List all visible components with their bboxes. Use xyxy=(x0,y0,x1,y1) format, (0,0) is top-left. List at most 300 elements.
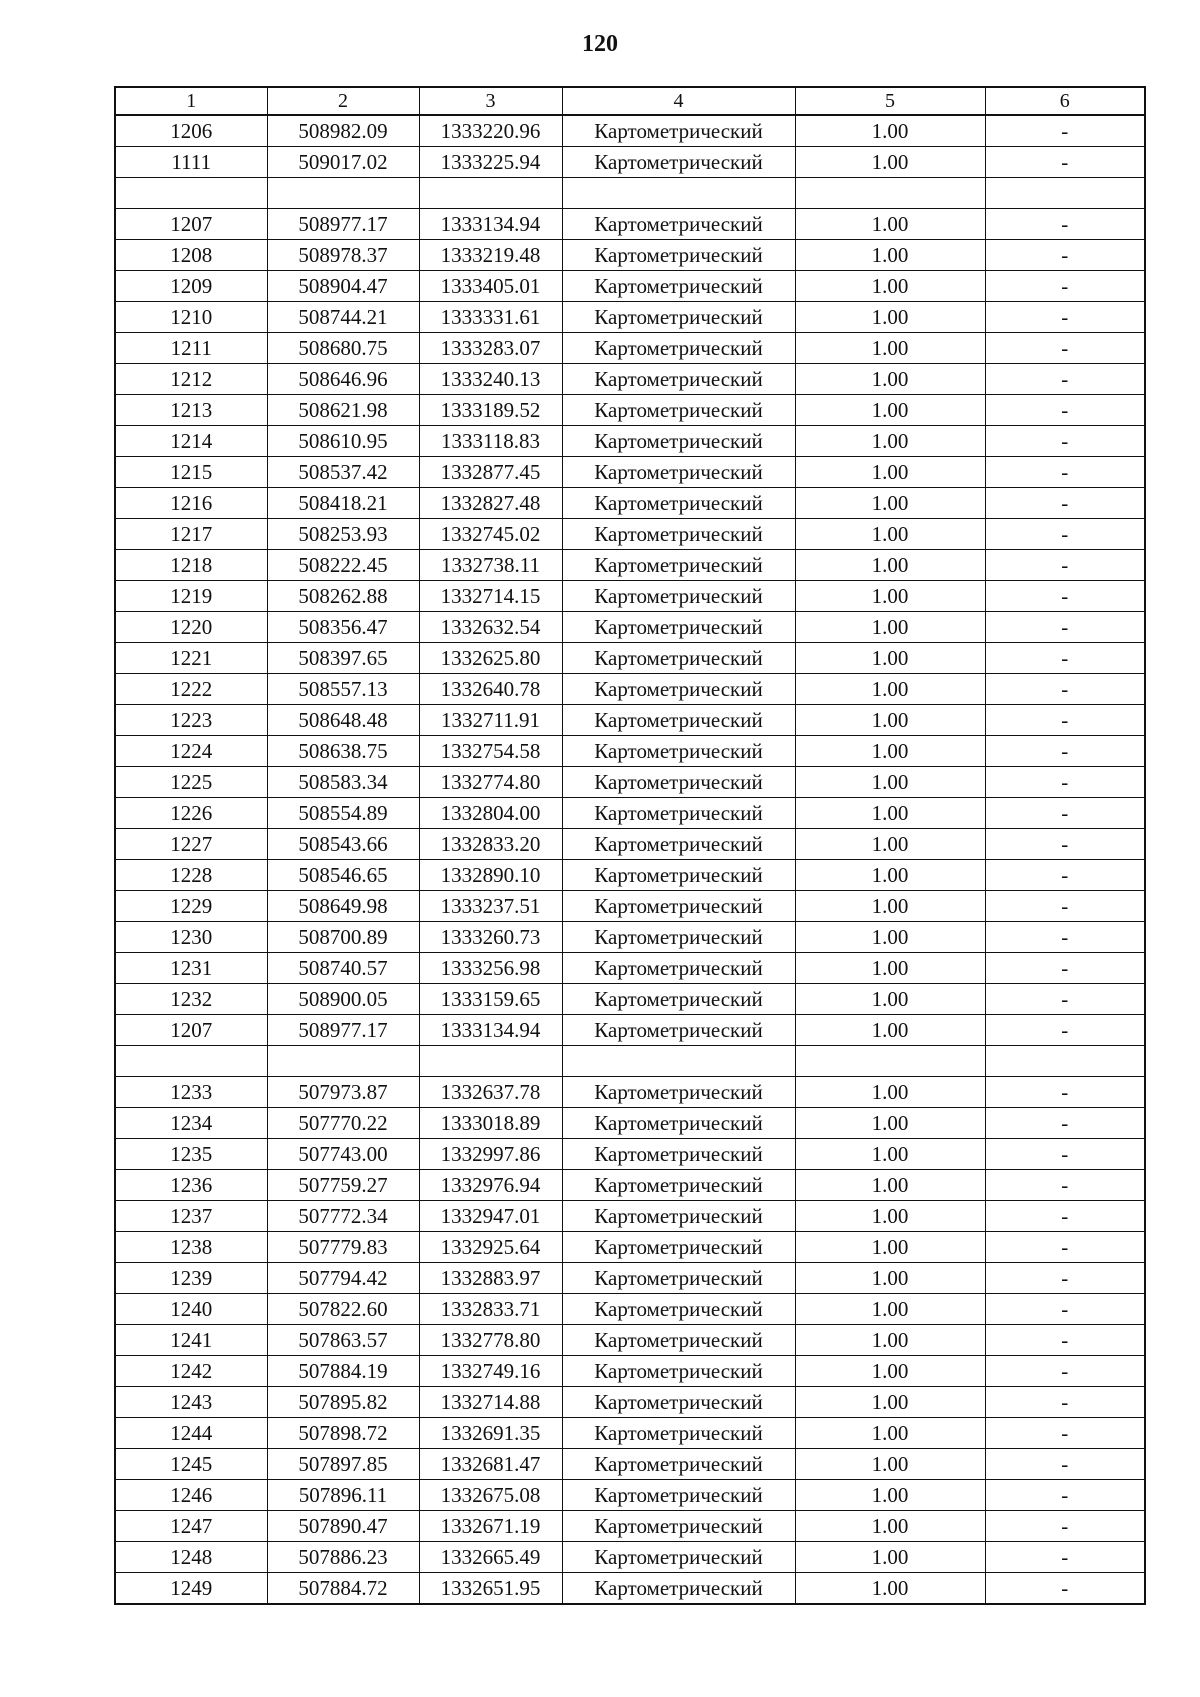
cell-accuracy: 1.00 xyxy=(795,1108,985,1139)
cell-method: Картометрический xyxy=(562,1077,795,1108)
cell-accuracy: 1.00 xyxy=(795,612,985,643)
column-header: 3 xyxy=(419,87,562,115)
cell-accuracy: 1.00 xyxy=(795,705,985,736)
cell-note: - xyxy=(985,333,1145,364)
cell-accuracy: 1.00 xyxy=(795,395,985,426)
cell-point-number: 1213 xyxy=(115,395,267,426)
cell-y-coordinate: 1332890.10 xyxy=(419,860,562,891)
table-row xyxy=(115,457,1145,488)
cell-method: Картометрический xyxy=(562,1542,795,1573)
cell-method: Картометрический xyxy=(562,581,795,612)
cell-x-coordinate: 508978.37 xyxy=(267,240,419,271)
cell-y-coordinate: 1333256.98 xyxy=(419,953,562,984)
cell-point-number: 1235 xyxy=(115,1139,267,1170)
table-row xyxy=(115,302,1145,333)
cell-y-coordinate: 1332749.16 xyxy=(419,1356,562,1387)
cell-x-coordinate: 508537.42 xyxy=(267,457,419,488)
cell-point-number: 1215 xyxy=(115,457,267,488)
cell-note: - xyxy=(985,488,1145,519)
cell-y-coordinate xyxy=(419,178,562,209)
cell-note: - xyxy=(985,736,1145,767)
cell-point-number: 1206 xyxy=(115,115,267,147)
cell-y-coordinate: 1333189.52 xyxy=(419,395,562,426)
cell-x-coordinate: 509017.02 xyxy=(267,147,419,178)
table-row xyxy=(115,395,1145,426)
cell-note: - xyxy=(985,767,1145,798)
cell-accuracy: 1.00 xyxy=(795,364,985,395)
cell-accuracy xyxy=(795,178,985,209)
cell-y-coordinate: 1333260.73 xyxy=(419,922,562,953)
cell-x-coordinate: 507822.60 xyxy=(267,1294,419,1325)
cell-point-number: 1232 xyxy=(115,984,267,1015)
cell-x-coordinate: 508977.17 xyxy=(267,209,419,240)
cell-accuracy: 1.00 xyxy=(795,519,985,550)
cell-x-coordinate: 508649.98 xyxy=(267,891,419,922)
cell-point-number: 1230 xyxy=(115,922,267,953)
cell-point-number: 1238 xyxy=(115,1232,267,1263)
cell-note: - xyxy=(985,643,1145,674)
table-row xyxy=(115,984,1145,1015)
cell-note: - xyxy=(985,612,1145,643)
cell-note: - xyxy=(985,1449,1145,1480)
cell-method: Картометрический xyxy=(562,302,795,333)
cell-point-number: 1210 xyxy=(115,302,267,333)
cell-note: - xyxy=(985,209,1145,240)
table-row xyxy=(115,1170,1145,1201)
table-row xyxy=(115,426,1145,457)
cell-accuracy: 1.00 xyxy=(795,984,985,1015)
cell-x-coordinate: 508557.13 xyxy=(267,674,419,705)
cell-point-number: 1249 xyxy=(115,1573,267,1605)
cell-y-coordinate: 1332976.94 xyxy=(419,1170,562,1201)
table-row xyxy=(115,1449,1145,1480)
cell-point-number: 1239 xyxy=(115,1263,267,1294)
cell-point-number: 1245 xyxy=(115,1449,267,1480)
cell-accuracy: 1.00 xyxy=(795,581,985,612)
cell-accuracy: 1.00 xyxy=(795,674,985,705)
cell-y-coordinate: 1332827.48 xyxy=(419,488,562,519)
table-row xyxy=(115,736,1145,767)
table-row xyxy=(115,1511,1145,1542)
cell-accuracy: 1.00 xyxy=(795,1170,985,1201)
cell-accuracy: 1.00 xyxy=(795,922,985,953)
table-row xyxy=(115,1108,1145,1139)
cell-method: Картометрический xyxy=(562,271,795,302)
cell-accuracy: 1.00 xyxy=(795,1573,985,1605)
column-header: 1 xyxy=(115,87,267,115)
cell-method xyxy=(562,178,795,209)
cell-point-number: 1223 xyxy=(115,705,267,736)
cell-point-number: 1236 xyxy=(115,1170,267,1201)
cell-y-coordinate: 1332691.35 xyxy=(419,1418,562,1449)
cell-accuracy: 1.00 xyxy=(795,550,985,581)
cell-note: - xyxy=(985,115,1145,147)
cell-accuracy: 1.00 xyxy=(795,1511,985,1542)
column-header: 2 xyxy=(267,87,419,115)
cell-note: - xyxy=(985,1108,1145,1139)
table-separator-row xyxy=(115,178,1145,209)
cell-method: Картометрический xyxy=(562,674,795,705)
table-row xyxy=(115,643,1145,674)
cell-point-number: 1221 xyxy=(115,643,267,674)
cell-x-coordinate: 508546.65 xyxy=(267,860,419,891)
cell-method: Картометрический xyxy=(562,333,795,364)
cell-point-number: 1231 xyxy=(115,953,267,984)
table-row xyxy=(115,581,1145,612)
table-row xyxy=(115,1201,1145,1232)
cell-method: Картометрический xyxy=(562,519,795,550)
table-row xyxy=(115,829,1145,860)
cell-point-number xyxy=(115,1046,267,1077)
cell-x-coordinate: 507759.27 xyxy=(267,1170,419,1201)
cell-note: - xyxy=(985,147,1145,178)
cell-accuracy: 1.00 xyxy=(795,1201,985,1232)
cell-method: Картометрический xyxy=(562,147,795,178)
cell-x-coordinate: 507973.87 xyxy=(267,1077,419,1108)
table-row xyxy=(115,1294,1145,1325)
cell-accuracy: 1.00 xyxy=(795,457,985,488)
table-row xyxy=(115,364,1145,395)
cell-y-coordinate: 1332877.45 xyxy=(419,457,562,488)
cell-y-coordinate: 1332738.11 xyxy=(419,550,562,581)
cell-point-number: 1111 xyxy=(115,147,267,178)
cell-accuracy: 1.00 xyxy=(795,1015,985,1046)
cell-note: - xyxy=(985,426,1145,457)
cell-accuracy: 1.00 xyxy=(795,488,985,519)
cell-note: - xyxy=(985,922,1145,953)
cell-accuracy xyxy=(795,1046,985,1077)
cell-note: - xyxy=(985,550,1145,581)
page-number: 120 xyxy=(582,31,618,57)
cell-y-coordinate: 1332997.86 xyxy=(419,1139,562,1170)
cell-point-number: 1220 xyxy=(115,612,267,643)
cell-method: Картометрический xyxy=(562,1294,795,1325)
cell-accuracy: 1.00 xyxy=(795,1480,985,1511)
cell-note: - xyxy=(985,984,1145,1015)
table-row xyxy=(115,1573,1145,1605)
cell-accuracy: 1.00 xyxy=(795,1263,985,1294)
cell-note: - xyxy=(985,519,1145,550)
cell-point-number: 1244 xyxy=(115,1418,267,1449)
cell-accuracy: 1.00 xyxy=(795,643,985,674)
table-row xyxy=(115,209,1145,240)
cell-point-number: 1233 xyxy=(115,1077,267,1108)
cell-x-coordinate: 508418.21 xyxy=(267,488,419,519)
cell-note: - xyxy=(985,1325,1145,1356)
cell-x-coordinate: 508904.47 xyxy=(267,271,419,302)
cell-x-coordinate: 508356.47 xyxy=(267,612,419,643)
table-separator-row xyxy=(115,1046,1145,1077)
cell-accuracy: 1.00 xyxy=(795,891,985,922)
cell-method: Картометрический xyxy=(562,922,795,953)
cell-note: - xyxy=(985,1511,1145,1542)
cell-y-coordinate: 1333134.94 xyxy=(419,1015,562,1046)
cell-note: - xyxy=(985,1418,1145,1449)
cell-note: - xyxy=(985,891,1145,922)
cell-accuracy: 1.00 xyxy=(795,1449,985,1480)
cell-y-coordinate: 1332833.71 xyxy=(419,1294,562,1325)
cell-method: Картометрический xyxy=(562,643,795,674)
table-row xyxy=(115,1325,1145,1356)
cell-note: - xyxy=(985,1170,1145,1201)
cell-x-coordinate: 507884.72 xyxy=(267,1573,419,1605)
cell-note: - xyxy=(985,860,1145,891)
cell-method: Картометрический xyxy=(562,364,795,395)
cell-method: Картометрический xyxy=(562,1232,795,1263)
cell-x-coordinate: 507898.72 xyxy=(267,1418,419,1449)
cell-accuracy: 1.00 xyxy=(795,1356,985,1387)
cell-method: Картометрический xyxy=(562,767,795,798)
cell-point-number xyxy=(115,178,267,209)
cell-method: Картометрический xyxy=(562,1170,795,1201)
cell-x-coordinate: 508543.66 xyxy=(267,829,419,860)
cell-point-number: 1211 xyxy=(115,333,267,364)
cell-method: Картометрический xyxy=(562,1201,795,1232)
cell-x-coordinate: 508744.21 xyxy=(267,302,419,333)
cell-y-coordinate: 1333405.01 xyxy=(419,271,562,302)
cell-note: - xyxy=(985,829,1145,860)
cell-x-coordinate: 507863.57 xyxy=(267,1325,419,1356)
cell-accuracy: 1.00 xyxy=(795,860,985,891)
cell-point-number: 1240 xyxy=(115,1294,267,1325)
cell-x-coordinate: 507895.82 xyxy=(267,1387,419,1418)
cell-accuracy: 1.00 xyxy=(795,1325,985,1356)
cell-point-number: 1237 xyxy=(115,1201,267,1232)
cell-note: - xyxy=(985,240,1145,271)
cell-note: - xyxy=(985,271,1145,302)
table-row xyxy=(115,612,1145,643)
cell-accuracy: 1.00 xyxy=(795,1077,985,1108)
cell-y-coordinate: 1332637.78 xyxy=(419,1077,562,1108)
cell-y-coordinate: 1333283.07 xyxy=(419,333,562,364)
cell-x-coordinate: 507886.23 xyxy=(267,1542,419,1573)
cell-accuracy: 1.00 xyxy=(795,798,985,829)
cell-method: Картометрический xyxy=(562,1108,795,1139)
cell-point-number: 1216 xyxy=(115,488,267,519)
cell-note: - xyxy=(985,1542,1145,1573)
cell-note: - xyxy=(985,798,1145,829)
cell-y-coordinate: 1332754.58 xyxy=(419,736,562,767)
cell-point-number: 1241 xyxy=(115,1325,267,1356)
table-row xyxy=(115,1480,1145,1511)
cell-method: Картометрический xyxy=(562,1263,795,1294)
cell-x-coordinate: 508253.93 xyxy=(267,519,419,550)
cell-point-number: 1227 xyxy=(115,829,267,860)
cell-note: - xyxy=(985,395,1145,426)
table-row xyxy=(115,705,1145,736)
cell-method: Картометрический xyxy=(562,209,795,240)
cell-note: - xyxy=(985,1573,1145,1605)
table-row xyxy=(115,333,1145,364)
cell-point-number: 1225 xyxy=(115,767,267,798)
table-row xyxy=(115,488,1145,519)
cell-accuracy: 1.00 xyxy=(795,829,985,860)
cell-method: Картометрический xyxy=(562,891,795,922)
table-row xyxy=(115,550,1145,581)
cell-x-coordinate: 508646.96 xyxy=(267,364,419,395)
cell-y-coordinate: 1332947.01 xyxy=(419,1201,562,1232)
cell-x-coordinate: 507794.42 xyxy=(267,1263,419,1294)
cell-note xyxy=(985,178,1145,209)
cell-y-coordinate: 1332632.54 xyxy=(419,612,562,643)
cell-method: Картометрический xyxy=(562,1139,795,1170)
cell-method: Картометрический xyxy=(562,240,795,271)
cell-y-coordinate: 1332883.97 xyxy=(419,1263,562,1294)
cell-y-coordinate: 1332833.20 xyxy=(419,829,562,860)
cell-x-coordinate: 508397.65 xyxy=(267,643,419,674)
cell-point-number: 1246 xyxy=(115,1480,267,1511)
cell-y-coordinate: 1333219.48 xyxy=(419,240,562,271)
cell-method: Картометрический xyxy=(562,457,795,488)
cell-method: Картометрический xyxy=(562,1015,795,1046)
cell-x-coordinate: 508700.89 xyxy=(267,922,419,953)
column-header: 5 xyxy=(795,87,985,115)
cell-note: - xyxy=(985,705,1145,736)
table-row xyxy=(115,1263,1145,1294)
table-row xyxy=(115,147,1145,178)
cell-method: Картометрический xyxy=(562,612,795,643)
cell-accuracy: 1.00 xyxy=(795,115,985,147)
cell-method: Картометрический xyxy=(562,550,795,581)
table-row xyxy=(115,519,1145,550)
cell-accuracy: 1.00 xyxy=(795,426,985,457)
cell-x-coordinate: 508610.95 xyxy=(267,426,419,457)
cell-y-coordinate: 1332714.15 xyxy=(419,581,562,612)
cell-accuracy: 1.00 xyxy=(795,1139,985,1170)
cell-x-coordinate: 508648.48 xyxy=(267,705,419,736)
cell-x-coordinate: 508262.88 xyxy=(267,581,419,612)
cell-x-coordinate: 508554.89 xyxy=(267,798,419,829)
cell-accuracy: 1.00 xyxy=(795,1387,985,1418)
cell-note: - xyxy=(985,302,1145,333)
cell-method: Картометрический xyxy=(562,984,795,1015)
table-row xyxy=(115,1387,1145,1418)
cell-y-coordinate: 1332625.80 xyxy=(419,643,562,674)
cell-y-coordinate: 1332778.80 xyxy=(419,1325,562,1356)
cell-note: - xyxy=(985,1139,1145,1170)
cell-note: - xyxy=(985,1480,1145,1511)
table-row xyxy=(115,115,1145,147)
cell-y-coordinate: 1333240.13 xyxy=(419,364,562,395)
cell-x-coordinate: 508900.05 xyxy=(267,984,419,1015)
column-header: 6 xyxy=(985,87,1145,115)
cell-note: - xyxy=(985,1294,1145,1325)
cell-point-number: 1228 xyxy=(115,860,267,891)
cell-note: - xyxy=(985,1356,1145,1387)
cell-y-coordinate: 1333159.65 xyxy=(419,984,562,1015)
table-row xyxy=(115,1356,1145,1387)
cell-x-coordinate: 507890.47 xyxy=(267,1511,419,1542)
cell-method: Картометрический xyxy=(562,1418,795,1449)
table-header-row xyxy=(115,87,1145,115)
cell-note: - xyxy=(985,1263,1145,1294)
cell-note: - xyxy=(985,457,1145,488)
cell-note: - xyxy=(985,674,1145,705)
cell-method: Картометрический xyxy=(562,1325,795,1356)
cell-x-coordinate: 507897.85 xyxy=(267,1449,419,1480)
cell-point-number: 1208 xyxy=(115,240,267,271)
table-row xyxy=(115,953,1145,984)
cell-y-coordinate: 1333134.94 xyxy=(419,209,562,240)
cell-y-coordinate: 1333118.83 xyxy=(419,426,562,457)
table-row xyxy=(115,271,1145,302)
cell-y-coordinate: 1332675.08 xyxy=(419,1480,562,1511)
table-row xyxy=(115,798,1145,829)
cell-method: Картометрический xyxy=(562,1356,795,1387)
cell-method: Картометрический xyxy=(562,426,795,457)
cell-point-number: 1219 xyxy=(115,581,267,612)
cell-method: Картометрический xyxy=(562,736,795,767)
cell-note: - xyxy=(985,1232,1145,1263)
cell-accuracy: 1.00 xyxy=(795,271,985,302)
cell-x-coordinate: 507779.83 xyxy=(267,1232,419,1263)
table-row xyxy=(115,240,1145,271)
cell-x-coordinate xyxy=(267,1046,419,1077)
cell-y-coordinate: 1332651.95 xyxy=(419,1573,562,1605)
table-body xyxy=(115,87,1145,1604)
coordinates-table xyxy=(114,86,1146,1605)
cell-accuracy: 1.00 xyxy=(795,302,985,333)
cell-point-number: 1218 xyxy=(115,550,267,581)
table-row xyxy=(115,1418,1145,1449)
cell-point-number: 1248 xyxy=(115,1542,267,1573)
cell-y-coordinate: 1332745.02 xyxy=(419,519,562,550)
cell-method: Картометрический xyxy=(562,829,795,860)
cell-method: Картометрический xyxy=(562,953,795,984)
cell-accuracy: 1.00 xyxy=(795,333,985,364)
cell-point-number: 1247 xyxy=(115,1511,267,1542)
cell-method: Картометрический xyxy=(562,860,795,891)
cell-point-number: 1209 xyxy=(115,271,267,302)
cell-x-coordinate: 508680.75 xyxy=(267,333,419,364)
cell-method xyxy=(562,1046,795,1077)
table-row xyxy=(115,922,1145,953)
cell-y-coordinate: 1333225.94 xyxy=(419,147,562,178)
cell-accuracy: 1.00 xyxy=(795,209,985,240)
cell-y-coordinate: 1332681.47 xyxy=(419,1449,562,1480)
cell-method: Картометрический xyxy=(562,1449,795,1480)
cell-y-coordinate: 1332714.88 xyxy=(419,1387,562,1418)
cell-x-coordinate: 507884.19 xyxy=(267,1356,419,1387)
cell-accuracy: 1.00 xyxy=(795,1542,985,1573)
cell-x-coordinate: 507772.34 xyxy=(267,1201,419,1232)
cell-accuracy: 1.00 xyxy=(795,1294,985,1325)
cell-point-number: 1212 xyxy=(115,364,267,395)
table-row xyxy=(115,1232,1145,1263)
cell-method: Картометрический xyxy=(562,1573,795,1605)
cell-y-coordinate xyxy=(419,1046,562,1077)
cell-method: Картометрический xyxy=(562,488,795,519)
cell-accuracy: 1.00 xyxy=(795,1232,985,1263)
cell-point-number: 1224 xyxy=(115,736,267,767)
cell-point-number: 1226 xyxy=(115,798,267,829)
cell-point-number: 1234 xyxy=(115,1108,267,1139)
cell-method: Картометрический xyxy=(562,1480,795,1511)
cell-point-number: 1207 xyxy=(115,1015,267,1046)
cell-y-coordinate: 1333220.96 xyxy=(419,115,562,147)
cell-x-coordinate: 508583.34 xyxy=(267,767,419,798)
cell-method: Картометрический xyxy=(562,705,795,736)
table-row xyxy=(115,1015,1145,1046)
cell-x-coordinate: 508638.75 xyxy=(267,736,419,767)
cell-x-coordinate: 508621.98 xyxy=(267,395,419,426)
cell-y-coordinate: 1332711.91 xyxy=(419,705,562,736)
cell-point-number: 1222 xyxy=(115,674,267,705)
cell-x-coordinate: 507896.11 xyxy=(267,1480,419,1511)
cell-y-coordinate: 1332774.80 xyxy=(419,767,562,798)
cell-method: Картометрический xyxy=(562,798,795,829)
table-row xyxy=(115,767,1145,798)
